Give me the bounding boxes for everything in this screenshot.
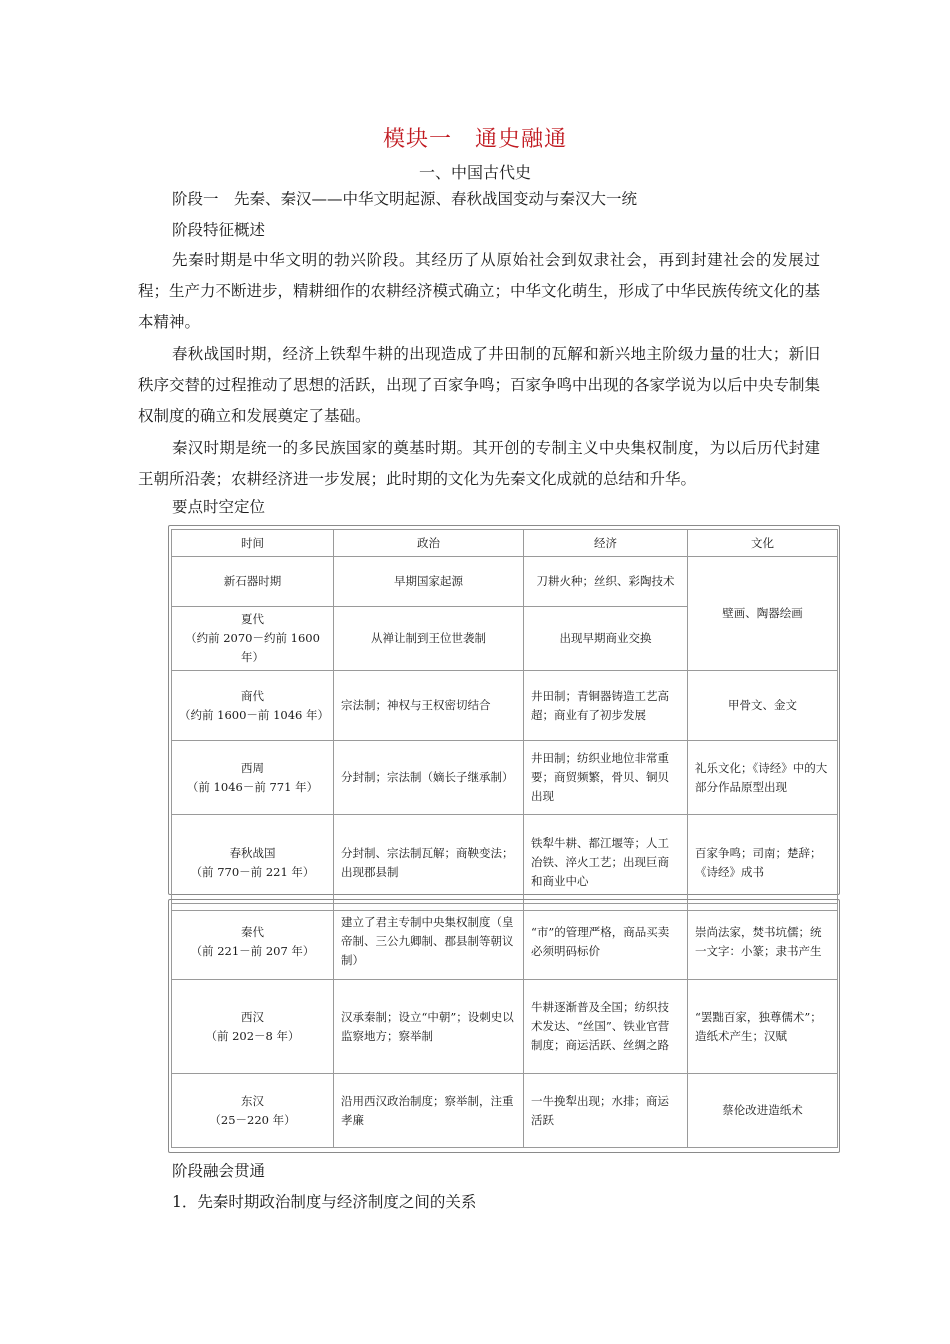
paragraph-qin-han: 秦汉时期是统一的多民族国家的奠基时期。其开创的专制主义中央集权制度，为以后历代封建王朝所沿袭；农耕经济进一步发展；此时期的文化为先秦文化成就的总结和升华。 <box>138 439 820 488</box>
header-time: 时间 <box>172 530 334 557</box>
table-row <box>172 1074 838 1148</box>
period-cell <box>172 671 334 741</box>
politics-cell: 沿用西汉政治制度；察举制，注重孝廉 <box>334 1074 524 1148</box>
timeline-table-part1 <box>171 529 838 911</box>
period-cell <box>172 904 334 980</box>
table-row <box>172 671 838 741</box>
paragraph-spring-autumn: 春秋战国时期，经济上铁犁牛耕的出现造成了井田制的瓦解和新兴地主阶级力量的壮大；新旧秩序交替的过程推动了思想的活跃，出现了百家争鸣；百家争鸣中出现的各家学说为以后中央专制集权制度的确立和发展奠定了基础。 <box>138 345 821 425</box>
period-range: （25－220 年） <box>209 1112 296 1127</box>
culture-cell: 蔡伦改进造纸术 <box>688 1074 838 1148</box>
economy-cell: 出现早期商业交换 <box>524 607 688 671</box>
period-name: 春秋战国 <box>229 845 276 860</box>
period-cell <box>172 815 334 911</box>
culture-cell: 礼乐文化；《诗经》中的大部分作品原型出现 <box>688 741 838 815</box>
period-cell <box>172 607 334 671</box>
economy-cell: 铁犁牛耕、都江堰等；人工冶铁、淬火工艺；出现巨商和商业中心 <box>524 815 688 911</box>
module-title: 模块一 通史融通 <box>382 127 567 152</box>
economy-cell: 井田制；青铜器铸造工艺高超；商业有了初步发展 <box>524 671 688 741</box>
economy-cell: 一牛挽犁出现；水排；商运活跃 <box>524 1074 688 1148</box>
table-row <box>172 980 838 1074</box>
stage-heading: 阶段一 先秦、秦汉——中华文明起源、春秋战国变动与秦汉大一统 <box>172 190 638 208</box>
culture-cell: “罢黜百家，独尊儒术”；造纸术产生；汉赋 <box>688 980 838 1074</box>
header-politics: 政治 <box>334 530 524 557</box>
header-culture: 文化 <box>688 530 838 557</box>
paragraph-pre-qin: 先秦时期是中华文明的勃兴阶段。其经历了从原始社会到奴隶社会，再到封建社会的发展过程；生产力不断进步，精耕细作的农耕经济模式确立；中华文化萌生，形成了中华民族传统文化的基本精神。 <box>138 251 821 331</box>
period-name: 东汉 <box>241 1093 264 1108</box>
period-range: （前 1046－前 771 年） <box>186 779 319 794</box>
point-1: 1．先秦时期政治制度与经济制度之间的关系 <box>172 1193 477 1211</box>
timeline-table-part2 <box>171 903 838 1148</box>
politics-cell: 分封制；宗法制（嫡长子继承制） <box>334 741 524 815</box>
period-cell <box>172 557 334 607</box>
politics-cell: 早期国家起源 <box>334 557 524 607</box>
economy-cell: “市”的管理严格，商品买卖必须明码标价 <box>524 904 688 980</box>
politics-cell: 宗法制；神权与王权密切结合 <box>334 671 524 741</box>
integration-heading: 阶段融会贯通 <box>172 1162 266 1180</box>
politics-cell: 建立了君主专制中央集权制度（皇帝制、三公九卿制、郡县制等朝议制） <box>334 904 524 980</box>
period-name: 西汉 <box>241 1009 264 1024</box>
culture-cell: 甲骨文、金文 <box>688 671 838 741</box>
economy-cell: 牛耕逐渐普及全国；纺织技术发达、“丝国”、铁业官营制度；商运活跃、丝绸之路 <box>524 980 688 1074</box>
table-row <box>172 904 838 980</box>
economy-cell: 刀耕火种；丝织、彩陶技术 <box>524 557 688 607</box>
period-name: 秦代 <box>241 924 264 939</box>
section-title: 一、中国古代史 <box>418 163 531 182</box>
period-range: （约前 2070－约前 1600 年） <box>185 631 320 664</box>
politics-cell: 从禅让制到王位世袭制 <box>334 607 524 671</box>
period-cell <box>172 1074 334 1148</box>
table-row <box>172 557 838 607</box>
period-cell <box>172 980 334 1074</box>
politics-cell: 分封制、宗法制瓦解；商鞅变法；出现郡县制 <box>334 815 524 911</box>
period-range: （前 770－前 221 年） <box>190 864 315 879</box>
positioning-heading: 要点时空定位 <box>172 498 266 516</box>
period-name: 商代 <box>241 688 264 703</box>
table-header-row <box>172 530 838 557</box>
culture-cell: 壁画、陶器绘画 <box>688 557 838 671</box>
period-name: 新石器时期 <box>223 574 282 588</box>
period-range: （约前 1600－前 1046 年） <box>179 707 329 722</box>
period-cell <box>172 741 334 815</box>
culture-cell: 崇尚法家，焚书坑儒；统一文字：小篆；隶书产生 <box>688 904 838 980</box>
header-economy: 经济 <box>524 530 688 557</box>
period-name: 夏代 <box>241 612 264 626</box>
economy-cell: 井田制；纺织业地位非常重要；商贸频繁，骨贝、铜贝出现 <box>524 741 688 815</box>
politics-cell: 汉承秦制；设立“中朝”；设刺史以监察地方；察举制 <box>334 980 524 1074</box>
period-range: （前 202－8 年） <box>205 1028 300 1043</box>
table-row <box>172 741 838 815</box>
culture-cell: 百家争鸣；司南；楚辞；《诗经》成书 <box>688 815 838 911</box>
table-row <box>172 815 838 911</box>
period-range: （前 221－前 207 年） <box>190 943 315 958</box>
period-name: 西周 <box>241 760 264 775</box>
overview-heading: 阶段特征概述 <box>172 221 266 239</box>
